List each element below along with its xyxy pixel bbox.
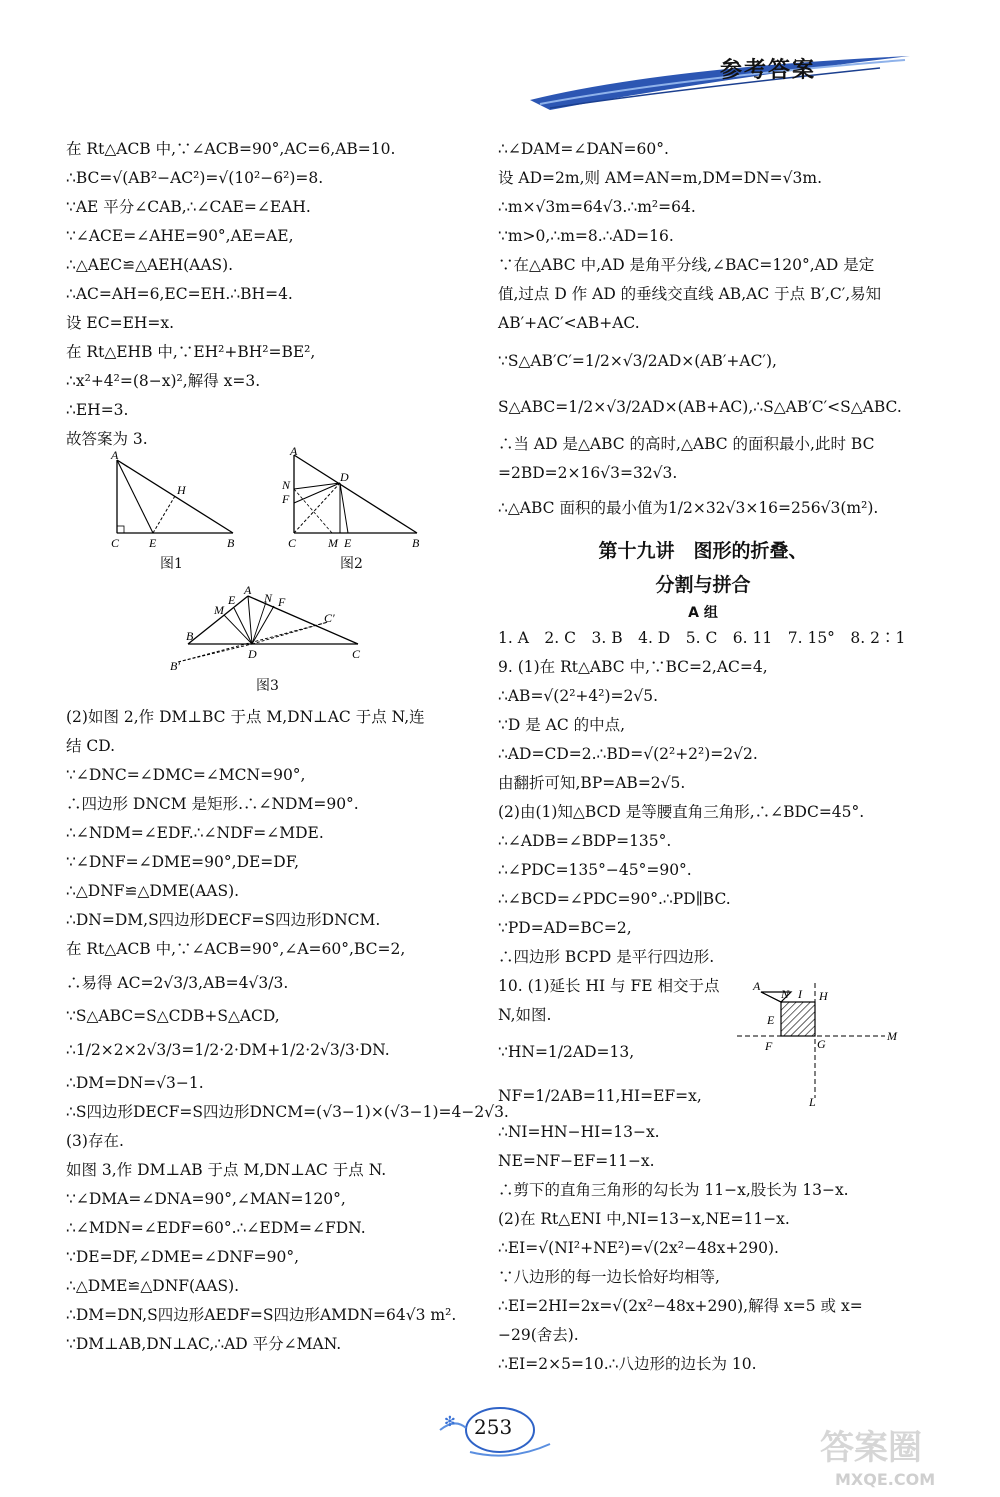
fig2-label: B [412, 536, 420, 550]
text-line: (2)如图 2,作 DM⊥BC 于点 M,DN⊥AC 于点 N,连 [66, 708, 425, 726]
figure-1-caption: 图1 [160, 556, 183, 572]
text-line: ∵八边形的每一边长恰好均相等, [498, 1268, 720, 1286]
fig3-label: F [278, 595, 286, 609]
text-line: ∵∠ACE=∠AHE=90°,AE=AE, [66, 227, 294, 245]
text-line: ∴DM=DN=√3−1. [66, 1074, 204, 1092]
text-line: ∴易得 AC=2√3/3,AB=4√3/3. [66, 974, 289, 992]
fig4-label: I [798, 987, 802, 1001]
text-line: ∴AB=√(2²+4²)=2√5. [498, 687, 659, 705]
figure-4 [735, 978, 905, 1108]
text-line: ∴△AEC≌△AEH(AAS). [66, 256, 234, 274]
group-label: A 组 [688, 605, 718, 621]
text-line: 故答案为 3. [66, 430, 148, 448]
text-line: N,如图. [498, 1006, 552, 1024]
fig3-label: C [352, 647, 361, 661]
text-line: =2BD=2×16√3=32√3. [498, 464, 678, 482]
fig3-label: C′ [324, 611, 335, 625]
text-line: ∵∠DMA=∠DNA=90°,∠MAN=120°, [66, 1190, 346, 1208]
text-line: ∴四边形 DNCM 是矩形.∴∠NDM=90°. [66, 795, 359, 813]
text-line: NE=NF−EF=11−x. [498, 1152, 655, 1170]
fig2-label: M [328, 536, 338, 550]
text-line: (2)在 Rt△ENI 中,NI=13−x,NE=11−x. [498, 1210, 790, 1228]
text-line: ∵∠DNF=∠DME=90°,DE=DF, [66, 853, 299, 871]
fig1-label: H [177, 483, 186, 497]
fig3-label: A [244, 583, 252, 597]
text-line: ∴DM=DN,S四边形AEDF=S四边形AMDN=64√3 m². [66, 1306, 457, 1324]
fig2-label: D [340, 470, 349, 484]
text-line: S△ABC=1/2×√3/2AD×(AB+AC),∴S△AB′C′<S△ABC. [498, 398, 902, 416]
text-line: 在 Rt△EHB 中,∵EH²+BH²=BE², [66, 343, 316, 361]
section-title: 第十九讲 图形的折叠、 [598, 540, 808, 562]
fig2-label: E [344, 536, 352, 550]
text-line: ∴EI=2HI=2x=√(2x²−48x+290),解得 x=5 或 x= [498, 1297, 863, 1315]
text-line: ∴m×√3m=64√3.∴m²=64. [498, 198, 696, 216]
fig3-label: N [264, 591, 273, 605]
fig1-label: B [227, 536, 235, 550]
text-line: ∴△DNF≌△DME(AAS). [66, 882, 240, 900]
text-line: ∴AD=CD=2.∴BD=√(2²+2²)=2√2. [498, 745, 758, 763]
text-line: ∴∠ADB=∠BDP=135°. [498, 832, 672, 850]
text-line: 由翻折可知,BP=AB=2√5. [498, 774, 686, 792]
fig1-label: A [111, 448, 119, 462]
text-line: 10. (1)延长 HI 与 FE 相交于点 [498, 977, 720, 995]
text-line: −29(舍去). [498, 1326, 579, 1344]
text-line: 设 EC=EH=x. [66, 314, 175, 332]
fig2-label: N [282, 478, 291, 492]
fig4-label: H [819, 989, 828, 1003]
text-line: ∴AC=AH=6,EC=EH.∴BH=4. [66, 285, 293, 303]
fig2-label: C [288, 536, 297, 550]
page-header-title: 参考答案 [720, 58, 817, 83]
text-line: ∵DE=DF,∠DME=∠DNF=90°, [66, 1248, 299, 1266]
fig4-label: G [817, 1037, 826, 1051]
right-column [498, 135, 908, 1379]
fig4-label: N [781, 987, 790, 1001]
text-line: ∵∠DNC=∠DMC=∠MCN=90°, [66, 766, 306, 784]
text-line: NF=1/2AB=11,HI=EF=x, [498, 1087, 702, 1105]
text-line: 在 Rt△ACB 中,∵∠ACB=90°,∠A=60°,BC=2, [66, 940, 406, 958]
figure-2 [282, 445, 427, 553]
text-line: ∴EI=√(NI²+NE²)=√(2x²−48x+290). [498, 1239, 779, 1257]
fig4-label: A [753, 979, 761, 993]
text-line: ∴当 AD 是△ABC 的高时,△ABC 的面积最小,此时 BC [498, 435, 875, 453]
text-line: 结 CD. [66, 737, 116, 755]
text-line: 在 Rt△ACB 中,∵∠ACB=90°,AC=6,AB=10. [66, 140, 396, 158]
text-line: ∵PD=AD=BC=2, [498, 919, 632, 937]
text-line: (3)存在. [66, 1132, 124, 1150]
figure-2-caption: 图2 [340, 556, 363, 572]
fig2-label: F [282, 492, 290, 506]
text-line: ∴x²+4²=(8−x)²,解得 x=3. [66, 372, 261, 390]
fig1-label: C [111, 536, 120, 550]
text-line: ∴∠NDM=∠EDF.∴∠NDF=∠MDE. [66, 824, 324, 842]
text-line: ∵m>0,∴m=8.∴AD=16. [498, 227, 674, 245]
text-line: ∴∠BCD=∠PDC=90°.∴PD∥BC. [498, 890, 731, 908]
text-line: AB′+AC′<AB+AC. [498, 314, 640, 332]
text-line: ∴DN=DM,S四边形DECF=S四边形DNCM. [66, 911, 381, 929]
text-line: (2)由(1)知△BCD 是等腰直角三角形,∴∠BDC=45°. [498, 803, 865, 821]
text-line: ∴△ABC 面积的最小值为1/2×32√3×16=256√3(m²). [498, 499, 879, 517]
text-line: 9. (1)在 Rt△ABC 中,∵BC=2,AC=4, [498, 658, 768, 676]
text-line: ∴△DME≌△DNF(AAS). [66, 1277, 240, 1295]
fig4-label: M [887, 1029, 897, 1043]
text-line: ∴S四边形DECF=S四边形DNCM=(√3−1)×(√3−1)=4−2√3. [66, 1103, 509, 1121]
fig4-label: F [765, 1039, 773, 1053]
answer-key: 1. A 2. C 3. B 4. D 5. C 6. 11 7. 15° 8. 2∶1 [498, 629, 906, 647]
text-line: ∴∠MDN=∠EDF=60°.∴∠EDM=∠FDN. [66, 1219, 366, 1237]
text-line: ∴剪下的直角三角形的勾长为 11−x,股长为 13−x. [498, 1181, 849, 1199]
svg-text:✻: ✻ [444, 1415, 456, 1430]
text-line: 如图 3,作 DM⊥AB 于点 M,DN⊥AC 于点 N. [66, 1161, 387, 1179]
fig4-label: E [767, 1013, 775, 1027]
text-line: ∵S△AB′C′=1/2×√3/2AD×(AB′+AC′), [498, 352, 777, 370]
fig4-label: L [809, 1095, 816, 1108]
fig3-label: M [214, 603, 224, 617]
fig3-label: B [186, 629, 194, 643]
text-line: ∴NI=HN−HI=13−x. [498, 1123, 660, 1141]
page-number: 253 [474, 1415, 513, 1439]
left-column-top [66, 135, 466, 454]
text-line: ∵HN=1/2AD=13, [498, 1043, 635, 1061]
text-line: ∵D 是 AC 的中点, [498, 716, 626, 734]
text-line: ∴EH=3. [66, 401, 129, 419]
figure-1 [105, 448, 245, 553]
fig2-label: A [290, 445, 298, 458]
fig3-label: D [248, 647, 257, 661]
left-column-bottom [66, 703, 509, 1359]
text-line: ∵AE 平分∠CAB,∴∠CAE=∠EAH. [66, 198, 311, 216]
text-line: ∴BC=√(AB²−AC²)=√(10²−6²)=8. [66, 169, 324, 187]
text-line: ∵DM⊥AB,DN⊥AC,∴AD 平分∠MAN. [66, 1335, 342, 1353]
section-title: 分割与拼合 [655, 574, 751, 596]
figure-3-caption: 图3 [256, 678, 279, 694]
text-line: ∴四边形 BCPD 是平行四边形. [498, 948, 715, 966]
text-line: 值,过点 D 作 AD 的垂线交直线 AB,AC 于点 B′,C′,易知 [498, 285, 882, 303]
fig3-label: B′ [170, 659, 180, 673]
fig3-label: E [228, 593, 236, 607]
text-line: ∴∠PDC=135°−45°=90°. [498, 861, 692, 879]
text-line: 设 AD=2m,则 AM=AN=m,DM=DN=√3m. [498, 169, 822, 187]
text-line: ∴∠DAM=∠DAN=60°. [498, 140, 669, 158]
text-line: ∴1/2×2×2√3/3=1/2·2·DM+1/2·2√3/3·DN. [66, 1041, 390, 1059]
text-line: ∵在△ABC 中,AD 是角平分线,∠BAC=120°,AD 是定 [498, 256, 875, 274]
figure-3 [168, 582, 368, 674]
watermark-logo: 答案圈 [820, 1428, 922, 1468]
watermark-url: MXQE.COM [835, 1470, 936, 1489]
text-line: ∴EI=2×5=10.∴八边形的边长为 10. [498, 1355, 757, 1373]
text-line: ∵S△ABC=S△CDB+S△ACD, [66, 1007, 280, 1025]
fig1-label: E [149, 536, 157, 550]
